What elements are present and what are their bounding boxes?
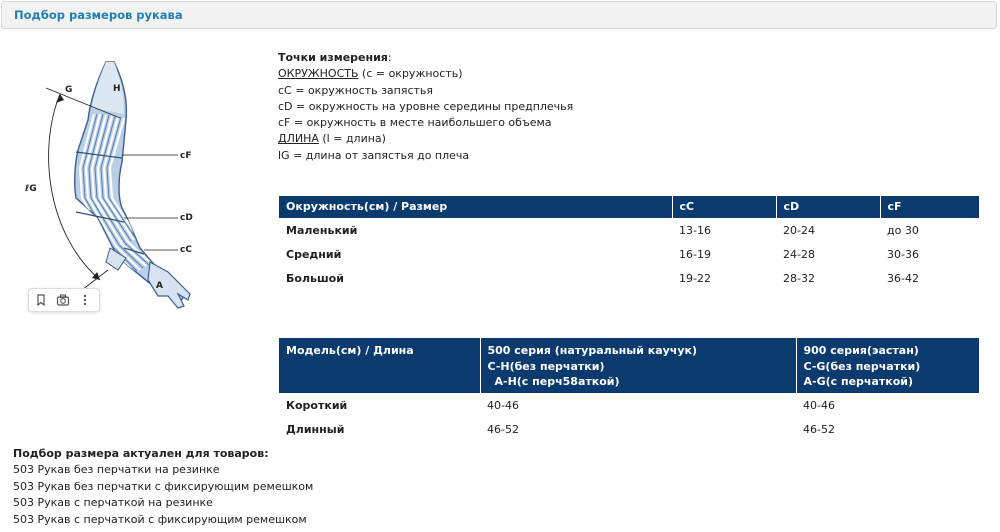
length-rest: (l = длина) <box>318 132 386 146</box>
table-row <box>279 266 979 290</box>
size-header-cf: cF <box>880 196 979 218</box>
label-cc: cC <box>180 245 192 255</box>
list-item: 503 Рукав без перчатки с фиксирующим ремешком <box>13 479 314 493</box>
length-table-header <box>279 338 979 393</box>
length-header-900 <box>796 338 979 393</box>
size-cell: 30-36 <box>887 247 919 261</box>
products-title: Подбор размера актуален для товаров: <box>13 447 269 460</box>
size-cell: 24-28 <box>783 247 815 261</box>
table-row <box>279 417 979 441</box>
page-title: Подбор размеров рукава <box>14 8 183 22</box>
point-cc: cC = окружность запястья <box>278 83 434 97</box>
series-500-ch: C-H(без перчатки) <box>487 359 605 373</box>
arm-measurement-figure <box>18 58 218 316</box>
point-cf: cF = окружность в месте наибольшего объема <box>278 116 552 130</box>
size-name: Средний <box>286 247 342 261</box>
length-cell: 46-52 <box>487 422 519 436</box>
length-name: Короткий <box>286 398 348 412</box>
series-500-ah: A-H(с перч58аткой) <box>494 375 620 388</box>
list-item: 503 Рукав без перчатки на резинке <box>13 463 220 477</box>
point-lg: lG = длина от запястья до плеча <box>278 148 470 162</box>
series-500-title: 500 серия (натуральный каучук) <box>487 344 698 357</box>
size-cell: до 30 <box>887 223 919 237</box>
length-cell: 40-46 <box>487 398 519 412</box>
points-title: Точки измерения <box>278 51 388 64</box>
size-header-label: Окружность(см) / Размер <box>279 196 672 218</box>
length-cell: 46-52 <box>803 422 835 436</box>
size-name: Маленький <box>286 223 358 237</box>
length-cell: 40-46 <box>803 398 835 412</box>
length-word: ДЛИНА <box>278 132 319 146</box>
size-header-cd: cD <box>776 196 880 218</box>
length-name: Длинный <box>286 422 345 436</box>
camera-icon[interactable] <box>55 292 71 308</box>
series-900-cg: C-G(без перчатки) <box>803 359 921 373</box>
size-cell: 36-42 <box>887 271 919 285</box>
arm-diagram <box>18 58 218 316</box>
size-table-header <box>279 196 979 218</box>
label-h: H <box>113 84 121 94</box>
image-toolbar <box>28 288 100 312</box>
label-g: G <box>65 85 73 95</box>
size-cell: 13-16 <box>679 223 711 237</box>
length-header-500 <box>480 338 796 393</box>
size-cell: 16-19 <box>679 247 711 261</box>
size-cell: 19-22 <box>679 271 711 285</box>
circumference-rest: (с = окружность) <box>358 67 463 81</box>
more-vertical-icon[interactable] <box>77 292 93 308</box>
label-lg: ℓG <box>25 184 37 194</box>
points-colon: : <box>387 51 392 64</box>
label-a: A <box>156 281 163 291</box>
table-row <box>279 393 979 417</box>
series-900-title: 900 серия(эастан) <box>803 344 919 357</box>
list-item: 503 Рукав с перчаткой с фиксирующим ремешком <box>13 512 307 526</box>
page-header <box>1 1 997 29</box>
circumference-word: ОКРУЖНОСТЬ <box>278 67 359 81</box>
size-cell: 20-24 <box>783 223 815 237</box>
label-cf: cF <box>180 151 192 161</box>
applicable-products <box>13 446 313 528</box>
label-cd: cD <box>180 213 193 223</box>
size-cell: 28-32 <box>783 271 815 285</box>
size-name: Большой <box>286 271 344 285</box>
measurement-points <box>278 50 573 164</box>
table-row <box>279 218 979 242</box>
hand-shape <box>148 262 190 308</box>
size-header-cc: cC <box>672 196 776 218</box>
point-cd: cD = окружность на уровне середины предплечья <box>278 99 574 113</box>
size-table <box>279 196 979 290</box>
table-row <box>279 242 979 266</box>
list-item: 503 Рукав с перчаткой на резинке <box>13 496 213 510</box>
length-header-label: Модель(см) / Длина <box>279 338 480 393</box>
length-table <box>279 338 979 441</box>
series-900-ag: A-G(с перчаткой) <box>803 375 914 388</box>
bookmark-icon[interactable] <box>33 292 49 308</box>
